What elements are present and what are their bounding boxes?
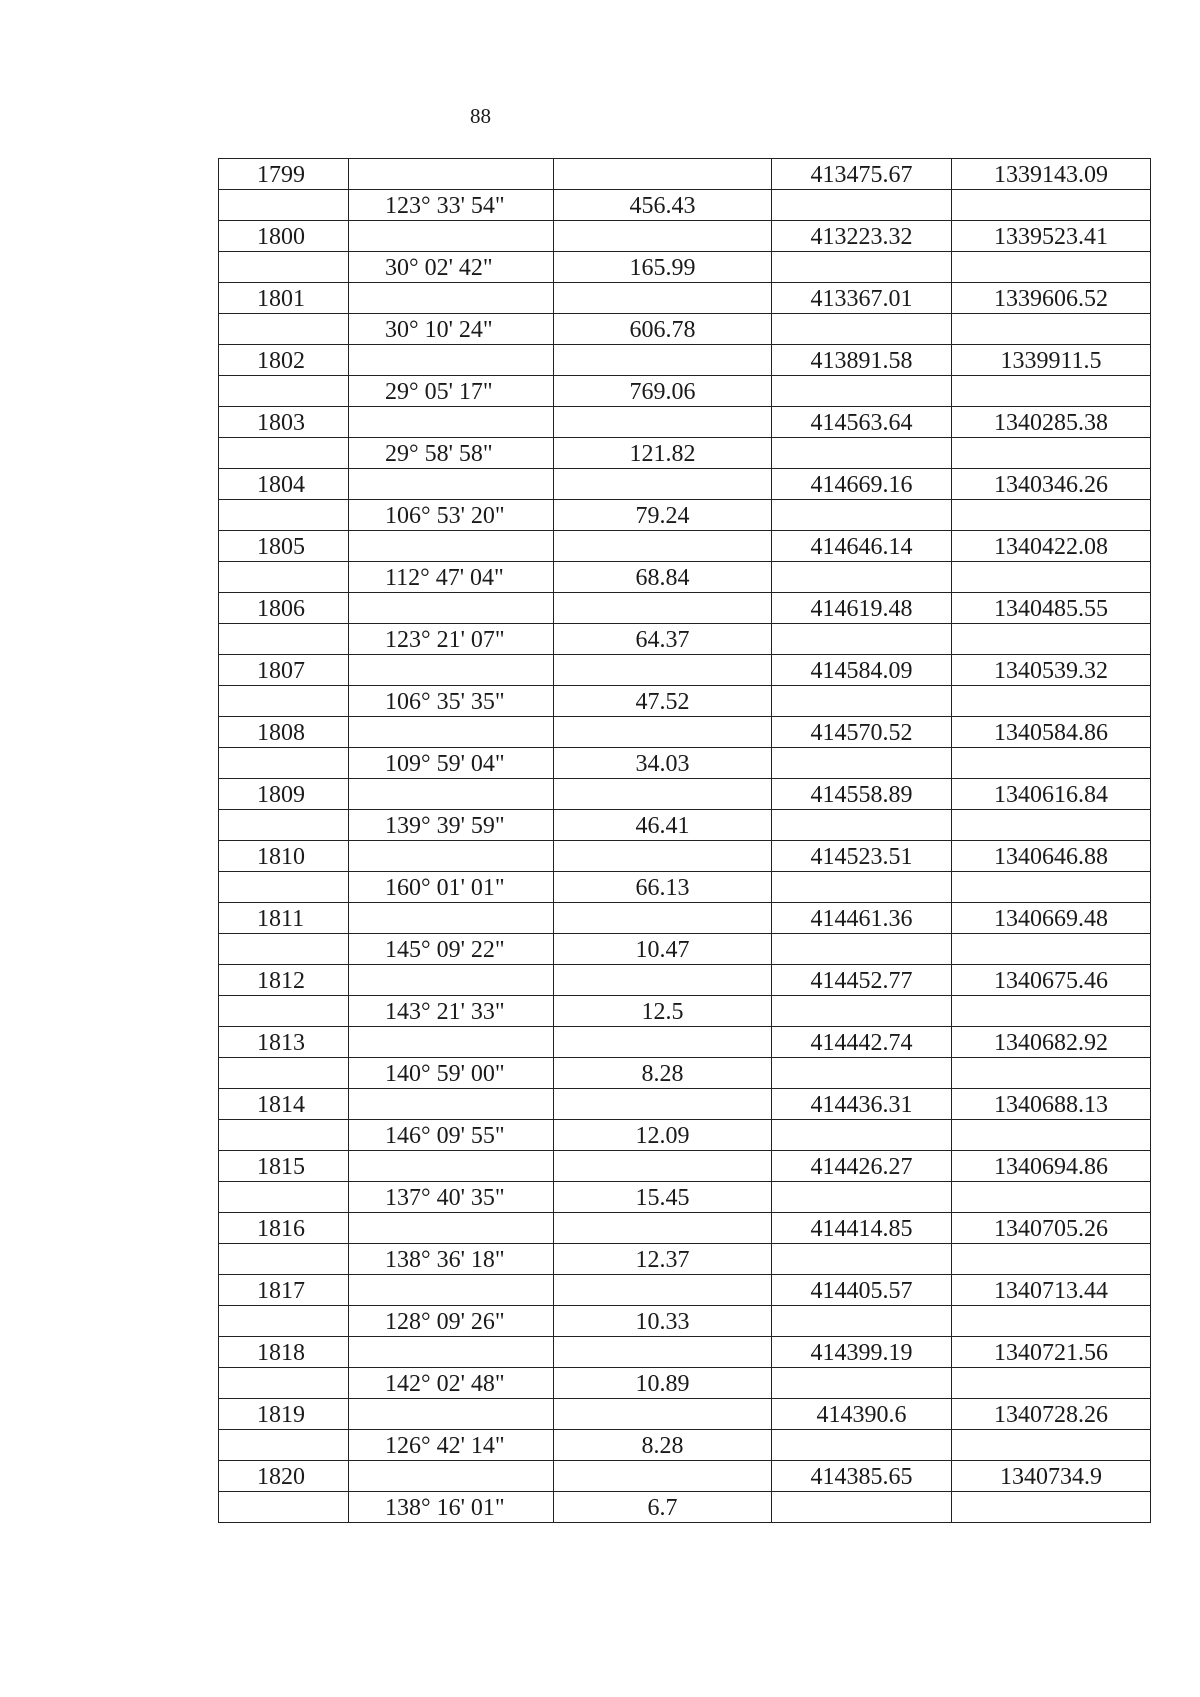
empty-cell xyxy=(349,779,554,810)
point-number: 1806 xyxy=(219,593,349,624)
point-row xyxy=(219,1151,1151,1182)
empty-cell xyxy=(219,1058,349,1089)
empty-cell xyxy=(952,376,1151,407)
empty-cell xyxy=(952,190,1151,221)
empty-cell xyxy=(219,1368,349,1399)
bearing-cell: 29° 58' 58" xyxy=(349,438,554,469)
segment-row xyxy=(219,1430,1151,1461)
segment-row xyxy=(219,872,1151,903)
point-number: 1814 xyxy=(219,1089,349,1120)
easting-cell: 1340285.38 xyxy=(952,407,1151,438)
bearing-cell: 30° 10' 24" xyxy=(349,314,554,345)
distance-cell: 6.7 xyxy=(554,1492,772,1523)
northing-cell: 414669.16 xyxy=(772,469,952,500)
empty-cell xyxy=(349,1089,554,1120)
point-row xyxy=(219,1337,1151,1368)
point-number: 1805 xyxy=(219,531,349,562)
bearing-cell: 146° 09' 55" xyxy=(349,1120,554,1151)
empty-cell xyxy=(349,593,554,624)
empty-cell xyxy=(952,1058,1151,1089)
bearing-cell: 138° 16' 01" xyxy=(349,1492,554,1523)
empty-cell xyxy=(554,531,772,562)
distance-cell: 66.13 xyxy=(554,872,772,903)
easting-cell: 1340616.84 xyxy=(952,779,1151,810)
empty-cell xyxy=(952,1182,1151,1213)
empty-cell xyxy=(772,438,952,469)
point-row xyxy=(219,1213,1151,1244)
point-row xyxy=(219,531,1151,562)
empty-cell xyxy=(554,1337,772,1368)
empty-cell xyxy=(349,1337,554,1368)
point-number: 1813 xyxy=(219,1027,349,1058)
empty-cell xyxy=(772,1368,952,1399)
empty-cell xyxy=(772,376,952,407)
point-row xyxy=(219,407,1151,438)
northing-cell: 414452.77 xyxy=(772,965,952,996)
empty-cell xyxy=(219,314,349,345)
empty-cell xyxy=(554,593,772,624)
empty-cell xyxy=(772,996,952,1027)
empty-cell xyxy=(554,159,772,190)
segment-row xyxy=(219,686,1151,717)
empty-cell xyxy=(219,934,349,965)
empty-cell xyxy=(219,1492,349,1523)
empty-cell xyxy=(349,221,554,252)
empty-cell xyxy=(554,469,772,500)
bearing-cell: 128° 09' 26" xyxy=(349,1306,554,1337)
empty-cell xyxy=(219,190,349,221)
segment-row xyxy=(219,314,1151,345)
distance-cell: 64.37 xyxy=(554,624,772,655)
empty-cell xyxy=(349,965,554,996)
empty-cell xyxy=(554,1275,772,1306)
northing-cell: 414390.6 xyxy=(772,1399,952,1430)
point-number: 1816 xyxy=(219,1213,349,1244)
segment-row xyxy=(219,190,1151,221)
segment-row xyxy=(219,1368,1151,1399)
empty-cell xyxy=(349,1461,554,1492)
empty-cell xyxy=(349,717,554,748)
point-number: 1800 xyxy=(219,221,349,252)
empty-cell xyxy=(349,345,554,376)
segment-row xyxy=(219,624,1151,655)
bearing-cell: 29° 05' 17" xyxy=(349,376,554,407)
segment-row xyxy=(219,376,1151,407)
easting-cell: 1340539.32 xyxy=(952,655,1151,686)
bearing-cell: 137° 40' 35" xyxy=(349,1182,554,1213)
segment-row xyxy=(219,1306,1151,1337)
empty-cell xyxy=(772,1492,952,1523)
northing-cell: 414426.27 xyxy=(772,1151,952,1182)
empty-cell xyxy=(554,717,772,748)
bearing-cell: 145° 09' 22" xyxy=(349,934,554,965)
empty-cell xyxy=(772,1120,952,1151)
empty-cell xyxy=(772,500,952,531)
distance-cell: 769.06 xyxy=(554,376,772,407)
empty-cell xyxy=(554,1151,772,1182)
empty-cell xyxy=(554,1461,772,1492)
distance-cell: 10.47 xyxy=(554,934,772,965)
empty-cell xyxy=(952,438,1151,469)
northing-cell: 413475.67 xyxy=(772,159,952,190)
empty-cell xyxy=(772,810,952,841)
point-row xyxy=(219,1275,1151,1306)
distance-cell: 8.28 xyxy=(554,1058,772,1089)
empty-cell xyxy=(219,872,349,903)
empty-cell xyxy=(952,1430,1151,1461)
empty-cell xyxy=(952,624,1151,655)
northing-cell: 414405.57 xyxy=(772,1275,952,1306)
segment-row xyxy=(219,1492,1151,1523)
bearing-cell: 106° 35' 35" xyxy=(349,686,554,717)
easting-cell: 1340694.86 xyxy=(952,1151,1151,1182)
point-number: 1818 xyxy=(219,1337,349,1368)
empty-cell xyxy=(219,686,349,717)
empty-cell xyxy=(219,1182,349,1213)
point-row xyxy=(219,1027,1151,1058)
empty-cell xyxy=(952,1244,1151,1275)
northing-cell: 413223.32 xyxy=(772,221,952,252)
empty-cell xyxy=(952,872,1151,903)
point-row xyxy=(219,655,1151,686)
easting-cell: 1339911.5 xyxy=(952,345,1151,376)
empty-cell xyxy=(554,779,772,810)
easting-cell: 1339606.52 xyxy=(952,283,1151,314)
point-row xyxy=(219,1399,1151,1430)
easting-cell: 1340721.56 xyxy=(952,1337,1151,1368)
easting-cell: 1340584.86 xyxy=(952,717,1151,748)
empty-cell xyxy=(349,841,554,872)
empty-cell xyxy=(349,1027,554,1058)
point-number: 1810 xyxy=(219,841,349,872)
point-row xyxy=(219,841,1151,872)
northing-cell: 414558.89 xyxy=(772,779,952,810)
easting-cell: 1340688.13 xyxy=(952,1089,1151,1120)
empty-cell xyxy=(554,655,772,686)
empty-cell xyxy=(219,252,349,283)
point-row xyxy=(219,1461,1151,1492)
point-row xyxy=(219,283,1151,314)
empty-cell xyxy=(772,1182,952,1213)
point-row xyxy=(219,779,1151,810)
distance-cell: 165.99 xyxy=(554,252,772,283)
segment-row xyxy=(219,1244,1151,1275)
empty-cell xyxy=(952,748,1151,779)
empty-cell xyxy=(952,1120,1151,1151)
distance-cell: 12.09 xyxy=(554,1120,772,1151)
empty-cell xyxy=(952,996,1151,1027)
empty-cell xyxy=(772,1058,952,1089)
easting-cell: 1340346.26 xyxy=(952,469,1151,500)
empty-cell xyxy=(554,1213,772,1244)
empty-cell xyxy=(349,407,554,438)
empty-cell xyxy=(219,438,349,469)
bearing-cell: 30° 02' 42" xyxy=(349,252,554,283)
point-number: 1807 xyxy=(219,655,349,686)
distance-cell: 15.45 xyxy=(554,1182,772,1213)
page-number: 88 xyxy=(470,104,491,128)
point-number: 1819 xyxy=(219,1399,349,1430)
empty-cell xyxy=(554,1027,772,1058)
point-number: 1812 xyxy=(219,965,349,996)
coordinate-table xyxy=(218,158,1151,1523)
empty-cell xyxy=(772,1306,952,1337)
segment-row xyxy=(219,438,1151,469)
empty-cell xyxy=(554,841,772,872)
distance-cell: 68.84 xyxy=(554,562,772,593)
northing-cell: 414619.48 xyxy=(772,593,952,624)
point-number: 1804 xyxy=(219,469,349,500)
point-row xyxy=(219,1089,1151,1120)
northing-cell: 414436.31 xyxy=(772,1089,952,1120)
distance-cell: 121.82 xyxy=(554,438,772,469)
segment-row xyxy=(219,1120,1151,1151)
distance-cell: 10.89 xyxy=(554,1368,772,1399)
easting-cell: 1340728.26 xyxy=(952,1399,1151,1430)
easting-cell: 1339523.41 xyxy=(952,221,1151,252)
empty-cell xyxy=(772,624,952,655)
bearing-cell: 126° 42' 14" xyxy=(349,1430,554,1461)
distance-cell: 12.37 xyxy=(554,1244,772,1275)
point-number: 1809 xyxy=(219,779,349,810)
distance-cell: 79.24 xyxy=(554,500,772,531)
point-number: 1817 xyxy=(219,1275,349,1306)
northing-cell: 413367.01 xyxy=(772,283,952,314)
point-number: 1815 xyxy=(219,1151,349,1182)
empty-cell xyxy=(772,1244,952,1275)
empty-cell xyxy=(772,872,952,903)
bearing-cell: 142° 02' 48" xyxy=(349,1368,554,1399)
point-row xyxy=(219,345,1151,376)
northing-cell: 414414.85 xyxy=(772,1213,952,1244)
empty-cell xyxy=(349,1213,554,1244)
point-row xyxy=(219,903,1151,934)
empty-cell xyxy=(219,624,349,655)
empty-cell xyxy=(952,810,1151,841)
empty-cell xyxy=(219,1244,349,1275)
northing-cell: 413891.58 xyxy=(772,345,952,376)
empty-cell xyxy=(219,996,349,1027)
bearing-cell: 123° 33' 54" xyxy=(349,190,554,221)
bearing-cell: 109° 59' 04" xyxy=(349,748,554,779)
segment-row xyxy=(219,1182,1151,1213)
empty-cell xyxy=(772,562,952,593)
empty-cell xyxy=(349,283,554,314)
empty-cell xyxy=(219,562,349,593)
northing-cell: 414570.52 xyxy=(772,717,952,748)
empty-cell xyxy=(554,903,772,934)
point-number: 1799 xyxy=(219,159,349,190)
northing-cell: 414584.09 xyxy=(772,655,952,686)
empty-cell xyxy=(952,314,1151,345)
empty-cell xyxy=(772,686,952,717)
empty-cell xyxy=(772,190,952,221)
empty-cell xyxy=(219,500,349,531)
segment-row xyxy=(219,500,1151,531)
segment-row xyxy=(219,996,1151,1027)
distance-cell: 46.41 xyxy=(554,810,772,841)
point-row xyxy=(219,469,1151,500)
empty-cell xyxy=(554,345,772,376)
point-number: 1811 xyxy=(219,903,349,934)
empty-cell xyxy=(219,748,349,779)
distance-cell: 12.5 xyxy=(554,996,772,1027)
bearing-cell: 160° 01' 01" xyxy=(349,872,554,903)
segment-row xyxy=(219,1058,1151,1089)
bearing-cell: 143° 21' 33" xyxy=(349,996,554,1027)
segment-row xyxy=(219,748,1151,779)
segment-row xyxy=(219,934,1151,965)
empty-cell xyxy=(772,252,952,283)
point-row xyxy=(219,593,1151,624)
segment-row xyxy=(219,252,1151,283)
distance-cell: 8.28 xyxy=(554,1430,772,1461)
point-row xyxy=(219,159,1151,190)
point-number: 1802 xyxy=(219,345,349,376)
northing-cell: 414563.64 xyxy=(772,407,952,438)
northing-cell: 414385.65 xyxy=(772,1461,952,1492)
easting-cell: 1340669.48 xyxy=(952,903,1151,934)
distance-cell: 456.43 xyxy=(554,190,772,221)
point-number: 1820 xyxy=(219,1461,349,1492)
easting-cell: 1340734.9 xyxy=(952,1461,1151,1492)
empty-cell xyxy=(554,221,772,252)
empty-cell xyxy=(554,1089,772,1120)
point-number: 1801 xyxy=(219,283,349,314)
bearing-cell: 138° 36' 18" xyxy=(349,1244,554,1275)
empty-cell xyxy=(952,1368,1151,1399)
northing-cell: 414399.19 xyxy=(772,1337,952,1368)
empty-cell xyxy=(772,314,952,345)
distance-cell: 606.78 xyxy=(554,314,772,345)
bearing-cell: 140° 59' 00" xyxy=(349,1058,554,1089)
easting-cell: 1340646.88 xyxy=(952,841,1151,872)
bearing-cell: 106° 53' 20" xyxy=(349,500,554,531)
point-row xyxy=(219,965,1151,996)
table-body xyxy=(219,159,1151,1523)
point-row xyxy=(219,221,1151,252)
empty-cell xyxy=(349,159,554,190)
bearing-cell: 123° 21' 07" xyxy=(349,624,554,655)
empty-cell xyxy=(952,686,1151,717)
easting-cell: 1340682.92 xyxy=(952,1027,1151,1058)
empty-cell xyxy=(219,810,349,841)
bearing-cell: 139° 39' 59" xyxy=(349,810,554,841)
easting-cell: 1340713.44 xyxy=(952,1275,1151,1306)
easting-cell: 1340422.08 xyxy=(952,531,1151,562)
empty-cell xyxy=(349,1399,554,1430)
empty-cell xyxy=(349,655,554,686)
northing-cell: 414646.14 xyxy=(772,531,952,562)
empty-cell xyxy=(952,1306,1151,1337)
empty-cell xyxy=(952,562,1151,593)
empty-cell xyxy=(952,252,1151,283)
empty-cell xyxy=(349,469,554,500)
easting-cell: 1340705.26 xyxy=(952,1213,1151,1244)
empty-cell xyxy=(219,1430,349,1461)
empty-cell xyxy=(554,407,772,438)
easting-cell: 1339143.09 xyxy=(952,159,1151,190)
empty-cell xyxy=(554,1399,772,1430)
empty-cell xyxy=(219,376,349,407)
empty-cell xyxy=(554,283,772,314)
northing-cell: 414442.74 xyxy=(772,1027,952,1058)
empty-cell xyxy=(349,903,554,934)
distance-cell: 10.33 xyxy=(554,1306,772,1337)
northing-cell: 414461.36 xyxy=(772,903,952,934)
easting-cell: 1340485.55 xyxy=(952,593,1151,624)
northing-cell: 414523.51 xyxy=(772,841,952,872)
empty-cell xyxy=(219,1120,349,1151)
empty-cell xyxy=(772,748,952,779)
distance-cell: 47.52 xyxy=(554,686,772,717)
segment-row xyxy=(219,810,1151,841)
empty-cell xyxy=(349,1151,554,1182)
empty-cell xyxy=(349,531,554,562)
bearing-cell: 112° 47' 04" xyxy=(349,562,554,593)
segment-row xyxy=(219,562,1151,593)
empty-cell xyxy=(219,1306,349,1337)
point-number: 1803 xyxy=(219,407,349,438)
point-row xyxy=(219,717,1151,748)
empty-cell xyxy=(952,1492,1151,1523)
empty-cell xyxy=(772,934,952,965)
empty-cell xyxy=(772,1430,952,1461)
empty-cell xyxy=(349,1275,554,1306)
point-number: 1808 xyxy=(219,717,349,748)
easting-cell: 1340675.46 xyxy=(952,965,1151,996)
empty-cell xyxy=(952,934,1151,965)
empty-cell xyxy=(952,500,1151,531)
empty-cell xyxy=(554,965,772,996)
distance-cell: 34.03 xyxy=(554,748,772,779)
